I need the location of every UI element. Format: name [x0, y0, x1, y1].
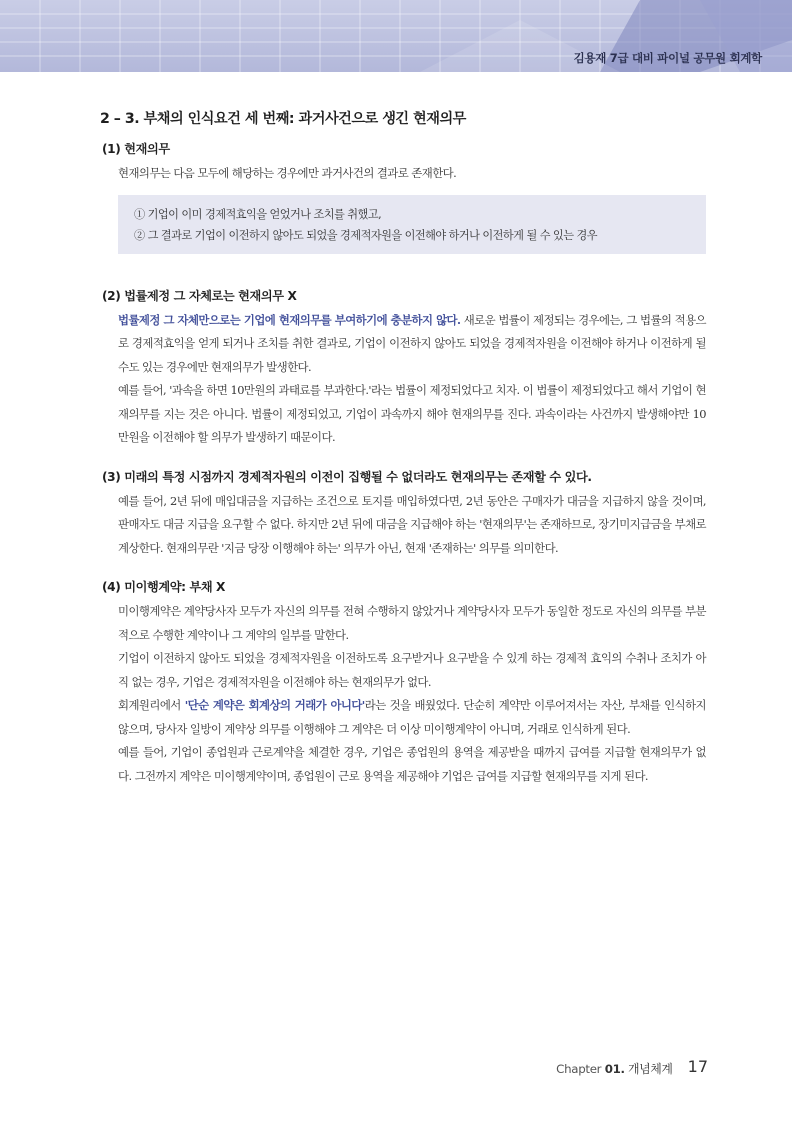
- chapter-label: Chapter: [556, 1062, 602, 1076]
- section-title: 2 – 3. 부채의 인식요건 세 번째: 과거사건으로 생긴 현재의무: [100, 111, 466, 127]
- subheading-4: (4) 미이행계약: 부채 X: [102, 580, 226, 594]
- condition-box: [118, 195, 706, 254]
- paragraph-text: 라는 것을 배웠었다. 단순히 계약만 이루어져서는 자산, 부채를 인식하지 않으며, 당사자 일방이 계약상 의무를 이행해야 그 계약은 더 이상 미이행계약이 아니며, 거래로 인식하게 된다.: [118, 698, 706, 736]
- chapter-footer: [556, 1060, 706, 1077]
- paragraph-text: 새로운 법률이 제정되는 경우에는, 그 법률의 적용으로 경제적효익을 얻게 되거나 조치를 취한 결과로, 기업이 이전하지 않아도 되었을 경제적자원을 이전해야 하거나 이전하게 될 수도 있는 경우에만 현재의무가 발생한다.: [118, 312, 706, 374]
- paragraph-4-1: 미이행계약은 계약당사자 모두가 자신의 의무를 전혀 수행하지 않았거나 계약당사자 모두가 동일한 정도로 자신의 의무를 부분적으로 수행한 계약이나 그 계약의 일부를 말한다.: [118, 604, 706, 642]
- condition-item-1: ① 기업이 이미 경제적효익을 얻었거나 조치를 취했고,: [134, 207, 382, 221]
- emphasis-text: 법률제정 그 자체만으로는 기업에 현재의무를 부여하기에 충분하지 않다.: [118, 312, 461, 327]
- paragraph-4-4: 예를 들어, 기업이 종업원과 근로계약을 체결한 경우, 기업은 종업원의 용역을 제공받을 때까지 급여를 지급할 현재의무가 없다. 그전까지 계약은 미이행계약이며, 종업원이 근로 용역을 제공해야 기업은 급여를 지급할 현재의무를 지게 된다.: [118, 745, 706, 783]
- paragraph-2-2: 예를 들어, '과속을 하면 10만원의 과태료를 부과한다.'라는 법률이 제정되었다고 치자. 이 법률이 제정되었다고 해서 기업이 현재의무를 지는 것은 아니다. 법률이 제정되었고, 기업이 과속까지 해야 현재의무를 진다. 과속이라는 사건까지 발생해야만 10만원을 이전해야 할 의무가 발생하기 때문이다.: [118, 383, 706, 444]
- subheading-1: (1) 현재의무: [102, 142, 170, 156]
- chapter-name: 개념체계: [628, 1062, 673, 1076]
- subheading-3: (3) 미래의 특정 시점까지 경제적자원의 이전이 집행될 수 없더라도 현재의무는 존재할 수 있다.: [102, 469, 592, 484]
- chapter-number: 01.: [604, 1062, 625, 1076]
- paragraph-3-1: 예를 들어, 2년 뒤에 매입대금을 지급하는 조건으로 토지를 매입하였다면, 2년 동안은 구매자가 대금을 지급하지 않을 것이며, 판매자도 대금 지급을 요구할 수 없다. 하지만 2년 뒤에 대금을 지급해야 하는 '현재의무'는 존재하므로, 장기미지급금을 부채로 계상한다. 현재의무란 '지금 당장 이행해야 하는' 의무가 아닌, 현재 '존재하는' 의무를 의미한다.: [118, 493, 706, 555]
- subheading-2: (2) 법률제정 그 자체로는 현재의무 X: [102, 288, 297, 303]
- condition-item-2: ② 그 결과로 기업이 이전하지 않아도 되었을 경제적자원을 이전해야 하거나 이전하게 될 수 있는 경우: [134, 228, 598, 242]
- paragraph-4-3: [118, 694, 706, 741]
- paragraph-1-intro: 현재의무는 다음 모두에 해당하는 경우에만 과거사건의 결과로 존재한다.: [118, 166, 457, 180]
- paragraph-4-2: 기업이 이전하지 않아도 되었을 경제적자원을 이전하도록 요구받거나 요구받을 수 있게 하는 경제적 효익의 수취나 조치가 아직 없는 경우, 기업은 경제적자원을 이전해야 하는 현재의무가 없다.: [118, 651, 706, 689]
- paragraph-text: 회계원리에서: [118, 698, 185, 712]
- book-title: 김용재 7급 대비 파이널 공무원 회계학: [573, 51, 762, 65]
- paragraph-2-1: [118, 309, 706, 380]
- page-content: [100, 108, 706, 788]
- emphasis-text: '단순 계약은 회계상의 거래가 아니다': [184, 698, 365, 712]
- page-number: 17: [687, 1057, 708, 1076]
- header-band: [0, 0, 792, 72]
